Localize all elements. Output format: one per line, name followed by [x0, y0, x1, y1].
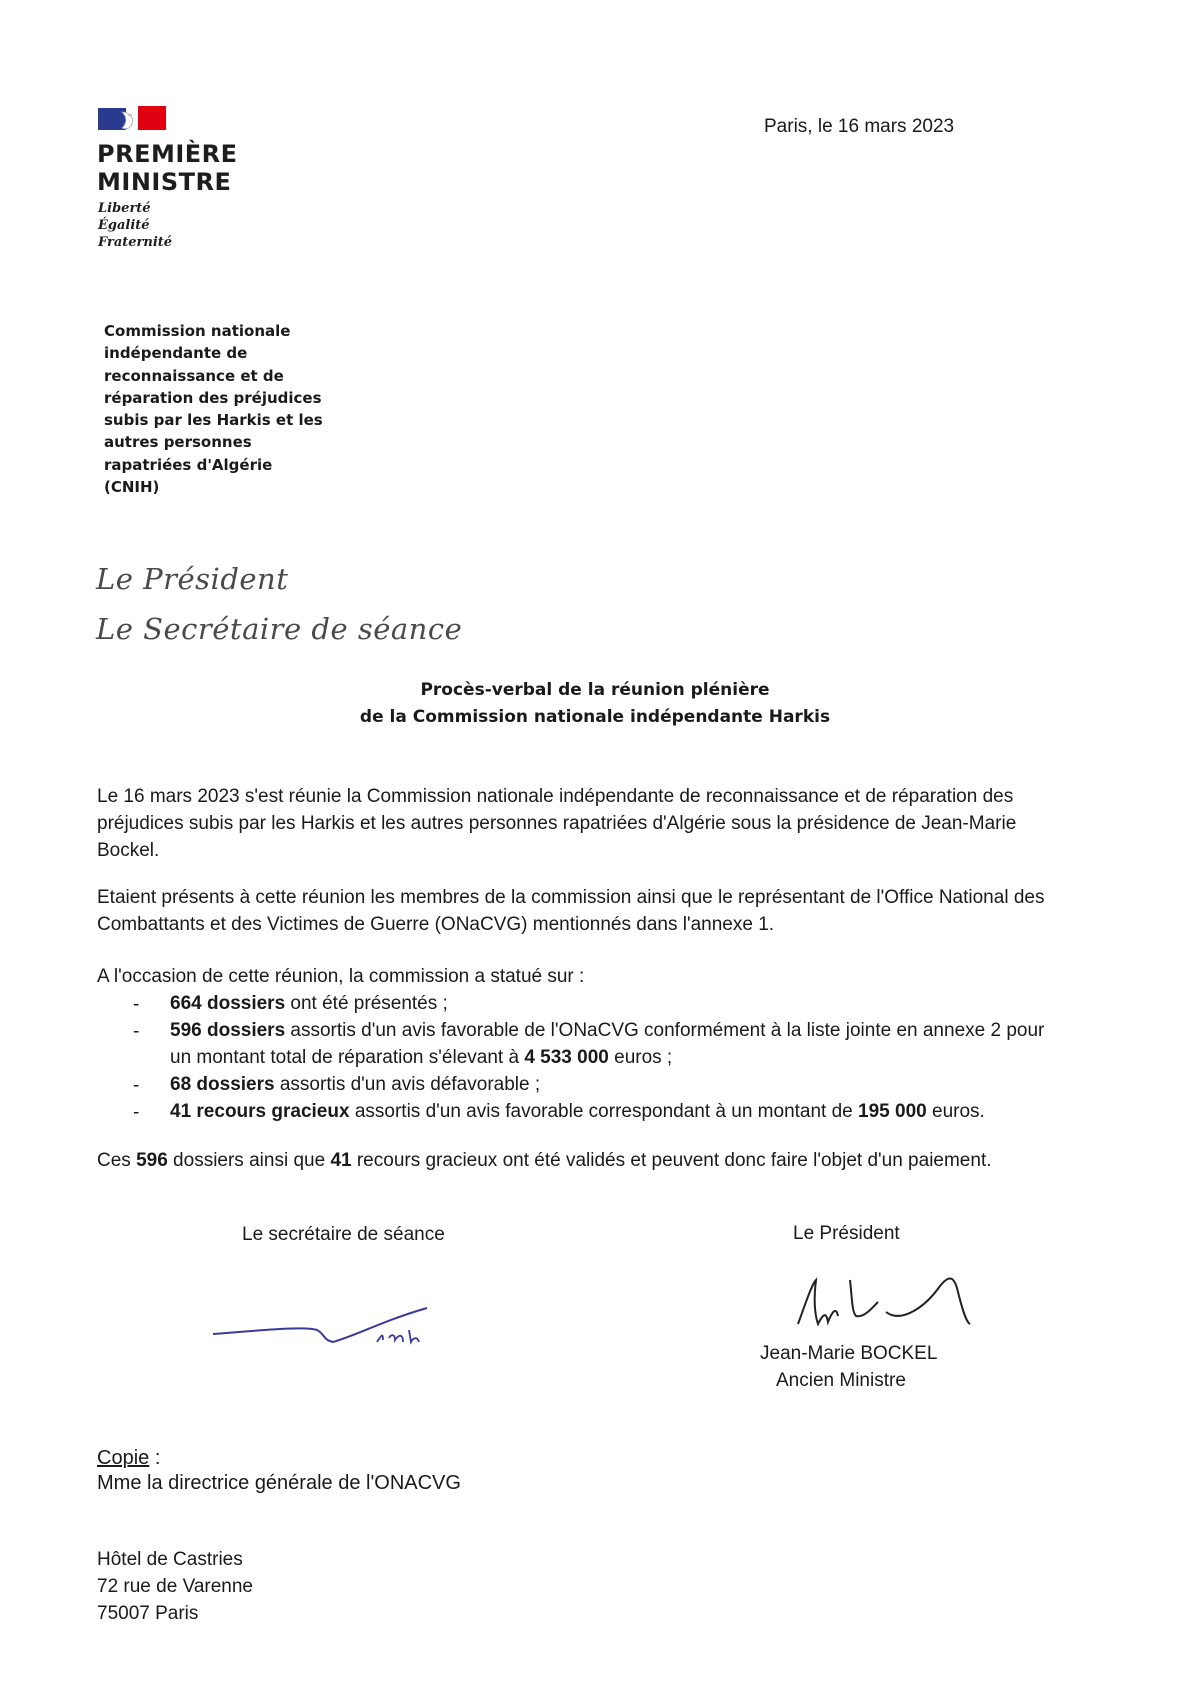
bullet-appeals [170, 1098, 985, 1125]
paragraph-line: Le 16 mars 2023 s'est réunie la Commission nationale indépendante de reconnaissance et de réparation des [97, 786, 1014, 807]
bullet-bold: 41 recours gracieux [170, 1101, 350, 1122]
bullet-dash: - [133, 994, 140, 1015]
bullet-amount: 195 000 [858, 1101, 927, 1122]
document-title-line2: de la Commission nationale indépendante Harkis [359, 707, 831, 727]
document-title-line1: Procès-verbal de la réunion plénière [420, 680, 770, 700]
commission-line: indépendante de [104, 344, 248, 363]
bullet-unfavorable [170, 1071, 540, 1098]
role-secretary-script: Le Secrétaire de séance [96, 612, 463, 646]
bullet-bold: 596 dossiers [170, 1020, 286, 1041]
copy-colon: : [149, 1447, 161, 1469]
paragraph-line: préjudices subis par les Harkis et les autres personnes rapatriées d'Algérie sous la présidence de Jean-Marie [97, 813, 1017, 834]
bullet-dash: - [133, 1102, 140, 1123]
commission-line: réparation des préjudices [104, 388, 322, 407]
paragraph-line: Bockel. [97, 840, 160, 861]
conclusion-text: Ces [97, 1150, 137, 1171]
paragraph-attendees [97, 884, 1097, 938]
commission-line: rapatriées d'Algérie [104, 455, 273, 474]
commission-line: reconnaissance et de [104, 366, 284, 385]
paragraph-line: Combattants et des Victimes de Guerre (ONaCVG) mentionnés dans l'annexe 1. [97, 914, 775, 935]
secretary-signature [205, 1290, 445, 1350]
paragraph-intro [97, 783, 1097, 864]
commission-line: Commission nationale [104, 322, 291, 340]
president-signature [790, 1262, 1000, 1334]
logo-line-1: PREMIÈRE [97, 140, 238, 168]
president-label: Le Président [793, 1223, 900, 1244]
bullet-bold: 664 dossiers [170, 993, 286, 1014]
address-line: Hôtel de Castries [97, 1549, 243, 1570]
copy-recipient: Mme la directrice générale de l'ONACVG [97, 1472, 461, 1494]
president-title: Ancien Ministre [776, 1370, 906, 1391]
copy-header [97, 1447, 160, 1470]
commission-line: subis par les Harkis et les [104, 411, 323, 430]
motto-egalite: Égalité [98, 218, 150, 233]
motto-fraternite: Fraternité [98, 235, 173, 250]
bullet-rest: euros. [926, 1101, 985, 1122]
bullet-rest: assortis d'un avis favorable correspondant à un montant de [349, 1101, 859, 1122]
bullet-rest: ont été présentés ; [285, 993, 448, 1014]
paragraph-line: Etaient présents à cette réunion les membres de la commission ainsi que le représentant de l'Office National des [97, 887, 1045, 908]
commission-block [104, 320, 323, 498]
bullet-rest: assortis d'un avis favorable de l'ONaCVG conformément à la liste jointe en annexe 2 pour [285, 1020, 1045, 1041]
role-president-script: Le Président [96, 562, 289, 596]
bullet-rest: euros ; [608, 1047, 673, 1068]
conclusion-count: 596 [136, 1150, 168, 1171]
conclusion-text: dossiers ainsi que [167, 1150, 331, 1171]
bullet-dash: - [133, 1021, 140, 1042]
conclusion-text: recours gracieux ont été validés et peuvent donc faire l'objet d'un paiement. [351, 1150, 992, 1171]
bullet-favorable [170, 1017, 1044, 1071]
document-date: Paris, le 16 mars 2023 [764, 116, 955, 137]
motto-liberte: Liberté [98, 201, 151, 216]
commission-line: autres personnes [104, 433, 252, 452]
copy-label: Copie [97, 1447, 150, 1469]
decisions-intro [97, 963, 1097, 990]
marianne-logo [98, 106, 168, 130]
bullet-rest: un montant total de réparation s'élevant à [170, 1047, 525, 1068]
address-block [97, 1546, 253, 1627]
president-name: Jean-Marie BOCKEL [760, 1343, 938, 1364]
address-line: 75007 Paris [97, 1603, 199, 1624]
logo-line-2: MINISTRE [97, 168, 232, 196]
commission-line: (CNIH) [104, 478, 160, 497]
bullet-amount: 4 533 000 [524, 1047, 609, 1068]
bullet-rest: assortis d'un avis défavorable ; [274, 1074, 541, 1095]
bullet-presented [170, 990, 448, 1017]
address-line: 72 rue de Varenne [97, 1576, 253, 1597]
bullet-bold: 68 dossiers [170, 1074, 275, 1095]
conclusion [97, 1147, 1097, 1174]
bullet-dash: - [133, 1075, 140, 1096]
decisions-intro-text: A l'occasion de cette réunion, la commission a statué sur : [97, 966, 585, 987]
secretary-label: Le secrétaire de séance [242, 1224, 445, 1245]
conclusion-count: 41 [330, 1150, 352, 1171]
